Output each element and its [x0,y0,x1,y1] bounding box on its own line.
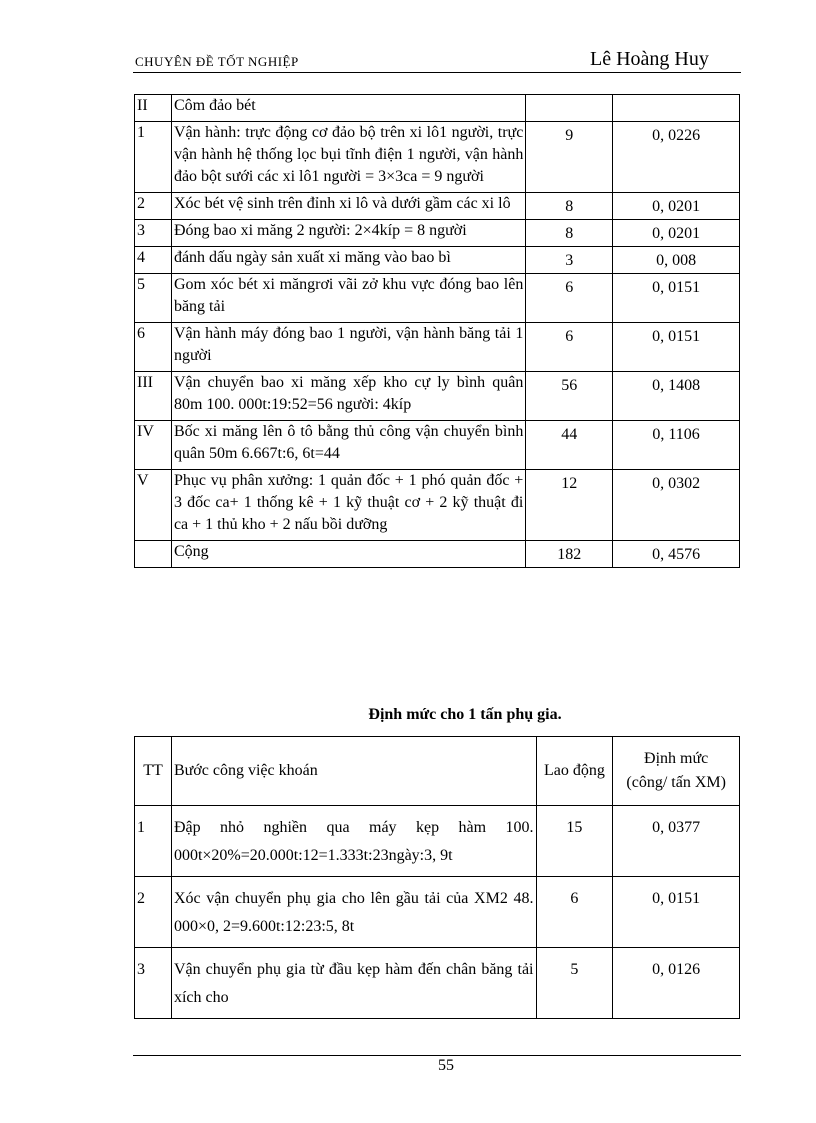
row-number: V [135,470,172,541]
row-labor: 15 [536,806,613,877]
row-number: 3 [135,948,172,1019]
row-norm: 0, 0126 [613,948,740,1019]
row-number: 3 [135,220,172,247]
row-task: Vận hành: trực động cơ đảo bộ trên xi lô1 người, trực vận hành hệ thống lọc bụi tĩnh điện 1 người, vận hành đảo bột sưới các xi lô1 người = 3×3ca = 9 người [171,122,525,193]
row-labor: 5 [536,948,613,1019]
table-row [135,247,740,274]
row-labor: 6 [526,323,613,372]
row-task: Cộng [171,541,525,568]
row-number: III [135,372,172,421]
page-number: 55 [438,1057,454,1074]
row-labor [526,95,613,122]
row-task: Gom xóc bét xi măngrơi vãi zở khu vực đóng bao lên băng tải [171,274,525,323]
row-norm: 0, 1106 [613,421,740,470]
table-row [135,470,740,541]
table-header-row [135,737,740,806]
row-task: Đóng bao xi măng 2 người: 2×4kíp = 8 người [171,220,525,247]
table-caption: Định mức cho 1 tấn phụ gia. [368,706,562,723]
row-norm: 0, 0151 [613,877,740,948]
row-number: 1 [135,806,172,877]
header-norm-line2: (công/ tấn XM) [626,774,726,791]
row-task: Phục vụ phân xưởng: 1 quản đốc + 1 phó quản đốc + 3 đốc ca+ 1 thống kê + 1 kỹ thuật cơ + 2 kỹ thuật đi ca + 1 thủ kho + 2 nấu bồi dưỡng [171,470,525,541]
row-task: đánh dấu ngày sản xuất xi măng vào bao bì [171,247,525,274]
table-row [135,193,740,220]
table-row [135,948,740,1019]
row-labor: 44 [526,421,613,470]
row-norm: 0, 0226 [613,122,740,193]
row-norm: 0, 0377 [613,806,740,877]
row-task: Xóc vận chuyển phụ gia cho lên gầu tải của XM2 48. 000×0, 2=9.600t:12:23:5, 8t [171,877,536,948]
row-number: 2 [135,193,172,220]
row-number [135,541,172,568]
table-row [135,421,740,470]
labor-norm-table [134,94,740,568]
table-row [135,220,740,247]
row-number: 6 [135,323,172,372]
header-task: Bước công việc khoán [171,737,536,806]
row-number: 5 [135,274,172,323]
table-row [135,323,740,372]
row-labor: 8 [526,220,613,247]
table-row [135,95,740,122]
row-labor: 3 [526,247,613,274]
row-task: Vận chuyển phụ gia từ đầu kẹp hàm đến chân băng tải xích cho [171,948,536,1019]
header-norm [613,737,740,806]
table-row [135,274,740,323]
row-labor: 9 [526,122,613,193]
row-task: Đập nhỏ nghiền qua máy kẹp hàm 100. 000t×20%=20.000t:12=1.333t:23ngày:3, 9t [171,806,536,877]
row-norm: 0, 0201 [613,193,740,220]
row-labor: 56 [526,372,613,421]
header-divider [133,72,741,73]
table-row [135,806,740,877]
row-norm: 0, 008 [613,247,740,274]
row-number: 4 [135,247,172,274]
header-labor: Lao động [536,737,613,806]
footer-divider [133,1055,741,1056]
table-row [135,372,740,421]
row-task: Vận chuyển bao xi măng xếp kho cự ly bình quân 80m 100. 000t:19:52=56 người: 4kíp [171,372,525,421]
row-labor: 182 [526,541,613,568]
header-document-title: CHUYÊN ĐỀ TỐT NGHIỆP [135,54,299,69]
row-task: Vận hành máy đóng bao 1 người, vận hành băng tải 1 người [171,323,525,372]
row-norm: 0, 0302 [613,470,740,541]
row-number: 1 [135,122,172,193]
header-tt: TT [135,737,172,806]
row-number: IV [135,421,172,470]
row-norm: 0, 0151 [613,274,740,323]
row-norm: 0, 4576 [613,541,740,568]
row-norm: 0, 1408 [613,372,740,421]
additive-norm-table [134,736,740,1019]
table-row [135,877,740,948]
row-task: Xóc bét vệ sinh trên đỉnh xi lô và dưới gầm các xi lô [171,193,525,220]
row-task: Bốc xi măng lên ô tô bằng thủ công vận chuyển bình quân 50m 6.667t:6, 6t=44 [171,421,525,470]
row-norm: 0, 0201 [613,220,740,247]
header-author-name: Lê Hoàng Huy [590,48,709,70]
row-task: Côm đảo bét [171,95,525,122]
table-row [135,541,740,568]
row-number: II [135,95,172,122]
row-norm [613,95,740,122]
row-norm: 0, 0151 [613,323,740,372]
header-norm-line1: Định mức [644,750,709,767]
table-row [135,122,740,193]
row-labor: 8 [526,193,613,220]
row-number: 2 [135,877,172,948]
row-labor: 12 [526,470,613,541]
row-labor: 6 [526,274,613,323]
row-labor: 6 [536,877,613,948]
